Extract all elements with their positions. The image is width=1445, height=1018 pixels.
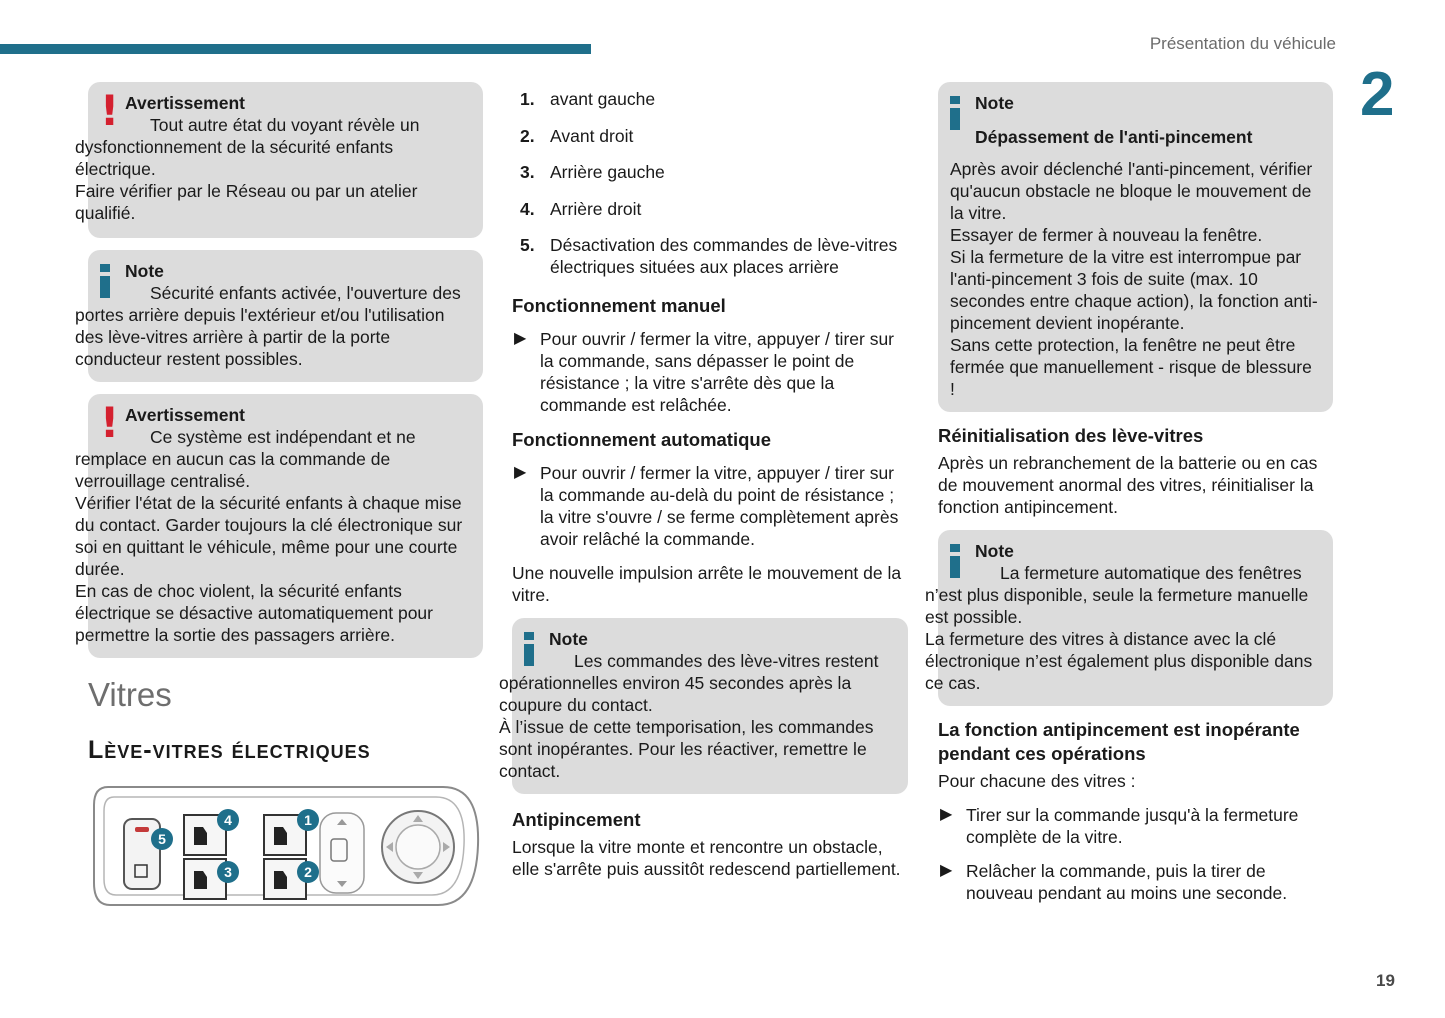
box-text: Sécurité enfants activée, l'ouverture des portes arrière depuis l'extérieur et/ou l'utilisation des lève-vitres arrière à partir de la porte conducteur restent possibles. xyxy=(75,283,461,369)
heading-auto: Fonctionnement automatique xyxy=(512,429,771,450)
box-title: Avertissement xyxy=(125,93,245,113)
svg-text:1: 1 xyxy=(304,812,312,828)
list-item: 5. Désactivation des commandes de lève-vitres électriques situées aux places arrière xyxy=(520,235,898,277)
list-item: 3. Arrière gauche xyxy=(520,162,665,182)
box-text: Les commandes des lève-vitres restent opérationnelles environ 45 secondes après la coupure du contact. À l’issue de cette temporisation, les commandes sont inopérantes. Pour les réactiver, remettre le contact. xyxy=(499,651,879,781)
section-title: Vitres xyxy=(88,676,172,713)
triangle-right-icon: ▶ xyxy=(514,330,527,347)
exclamation-icon: ! xyxy=(100,86,120,135)
list-item: 2. Avant droit xyxy=(520,125,634,146)
reset-text: Après un rebranchement de la batterie ou en cas de mouvement anormal des vitres, réinitialiser la fonction antipincement. xyxy=(938,453,1318,517)
bullet-item: ▶ Relâcher la commande, puis la tirer de nouveau pendant au moins une seconde. xyxy=(940,861,1288,903)
chapter-number: 2 xyxy=(1360,60,1395,129)
antipinch-text: Lorsque la vitre monte et rencontre un obstacle, elle s'arrête puis aussitôt redescend partiellement. xyxy=(512,837,901,879)
warning-box xyxy=(75,82,483,238)
impulse-text: Une nouvelle impulsion arrête le mouvement de la vitre. xyxy=(512,563,902,605)
list-item: 4. Arrière droit xyxy=(520,198,642,219)
triangle-right-icon: ▶ xyxy=(940,806,953,823)
bullet-item: ▶ Pour ouvrir / fermer la vitre, appuyer / tirer sur la commande au-delà du point de résistance ; la vitre s'ouvre / se ferme complètement après avoir relâché la commande. xyxy=(514,463,899,549)
warning-box xyxy=(75,394,483,658)
control-list xyxy=(512,88,908,278)
page-number: 19 xyxy=(1376,971,1395,990)
info-icon xyxy=(524,632,537,666)
box-subtitle: Dépassement de l'anti-pincement xyxy=(975,127,1253,147)
svg-text:2: 2 xyxy=(304,864,312,880)
box-text: Tout autre état du voyant révèle un dysfonctionnement de la sécurité enfants électrique. Faire vérifier par le Réseau ou par un atelier qualifié. xyxy=(75,115,420,223)
callout-1 xyxy=(297,809,319,831)
svg-text:5: 5 xyxy=(158,831,166,847)
inoperative-intro: Pour chacune des vitres : xyxy=(938,771,1136,791)
window-controls-diagram xyxy=(88,783,483,913)
callout-4 xyxy=(217,809,239,831)
box-text: La fermeture automatique des fenêtres n’est plus disponible, seule la fermeture manuelle est possible. La fermeture des vitres à distance avec la clé électronique n’est également plus disponible dans ce cas. xyxy=(925,563,1313,693)
bullet-item: ▶ Tirer sur la commande jusqu'à la fermeture complète de la vitre. xyxy=(940,805,1299,847)
note-box xyxy=(938,82,1333,412)
column-left xyxy=(75,82,483,918)
section-header: Présentation du véhicule xyxy=(1149,34,1336,53)
callout-3 xyxy=(217,861,239,883)
box-text: Ce système est indépendant et ne remplace en aucun cas la commande de verrouillage centralisé. Vérifier l'état de la sécurité enfants à chaque mise du contact. Garder toujours la clé électronique sur soi en quittant le véhicule, même pour une courte durée. En cas de choc violent, la sécurité enfants électrique se désactive automatiquement pour permettre la sortie des passagers arrière. xyxy=(75,427,463,645)
note-box xyxy=(499,618,908,794)
svg-text:3: 3 xyxy=(224,864,232,880)
box-title: Note xyxy=(975,541,1014,561)
box-title: Note xyxy=(975,93,1014,113)
heading-manual: Fonctionnement manuel xyxy=(512,295,726,316)
column-right xyxy=(925,82,1333,916)
info-icon xyxy=(950,544,963,578)
bullet-item: ▶ Pour ouvrir / fermer la vitre, appuyer / tirer sur la commande, sans dépasser le point de résistance ; la vitre s'arrête dès que la commande est relâchée. xyxy=(514,329,894,415)
callout-5 xyxy=(151,828,173,850)
column-middle xyxy=(499,88,908,892)
box-text: Après avoir déclenché l'anti-pincement, vérifier qu'aucun obstacle ne bloque le mouvement de la vitre. Essayer de fermer à nouveau la fenêtre. Si la fermeture de la vitre est interrompue par l'anti-pincement 3 fois de suite (max. 10 secondes entre chaque action), la fonction anti-pincement devient inopérante. Sans cette protection, la fenêtre ne peut être fermée que manuellement - risque de blessure ! xyxy=(950,159,1318,399)
triangle-right-icon: ▶ xyxy=(514,464,527,481)
heading-inoperative: La fonction antipincement est inopérante pendant ces opérations xyxy=(938,719,1300,764)
info-icon xyxy=(100,264,113,298)
box-title: Avertissement xyxy=(125,405,245,425)
info-icon xyxy=(950,96,963,130)
sub-heading: Lève-vitres électriques xyxy=(88,736,371,764)
header-accent-bar xyxy=(0,44,591,54)
triangle-right-icon: ▶ xyxy=(940,862,953,879)
svg-text:4: 4 xyxy=(224,812,232,828)
box-title: Note xyxy=(549,629,588,649)
heading-antipinch: Antipincement xyxy=(512,809,641,830)
callout-2 xyxy=(297,861,319,883)
list-item: 1. avant gauche xyxy=(520,89,656,109)
box-title: Note xyxy=(125,261,164,281)
heading-reset: Réinitialisation des lève-vitres xyxy=(938,425,1204,446)
exclamation-icon: ! xyxy=(100,398,120,447)
note-box xyxy=(75,250,483,382)
note-box xyxy=(925,530,1333,706)
